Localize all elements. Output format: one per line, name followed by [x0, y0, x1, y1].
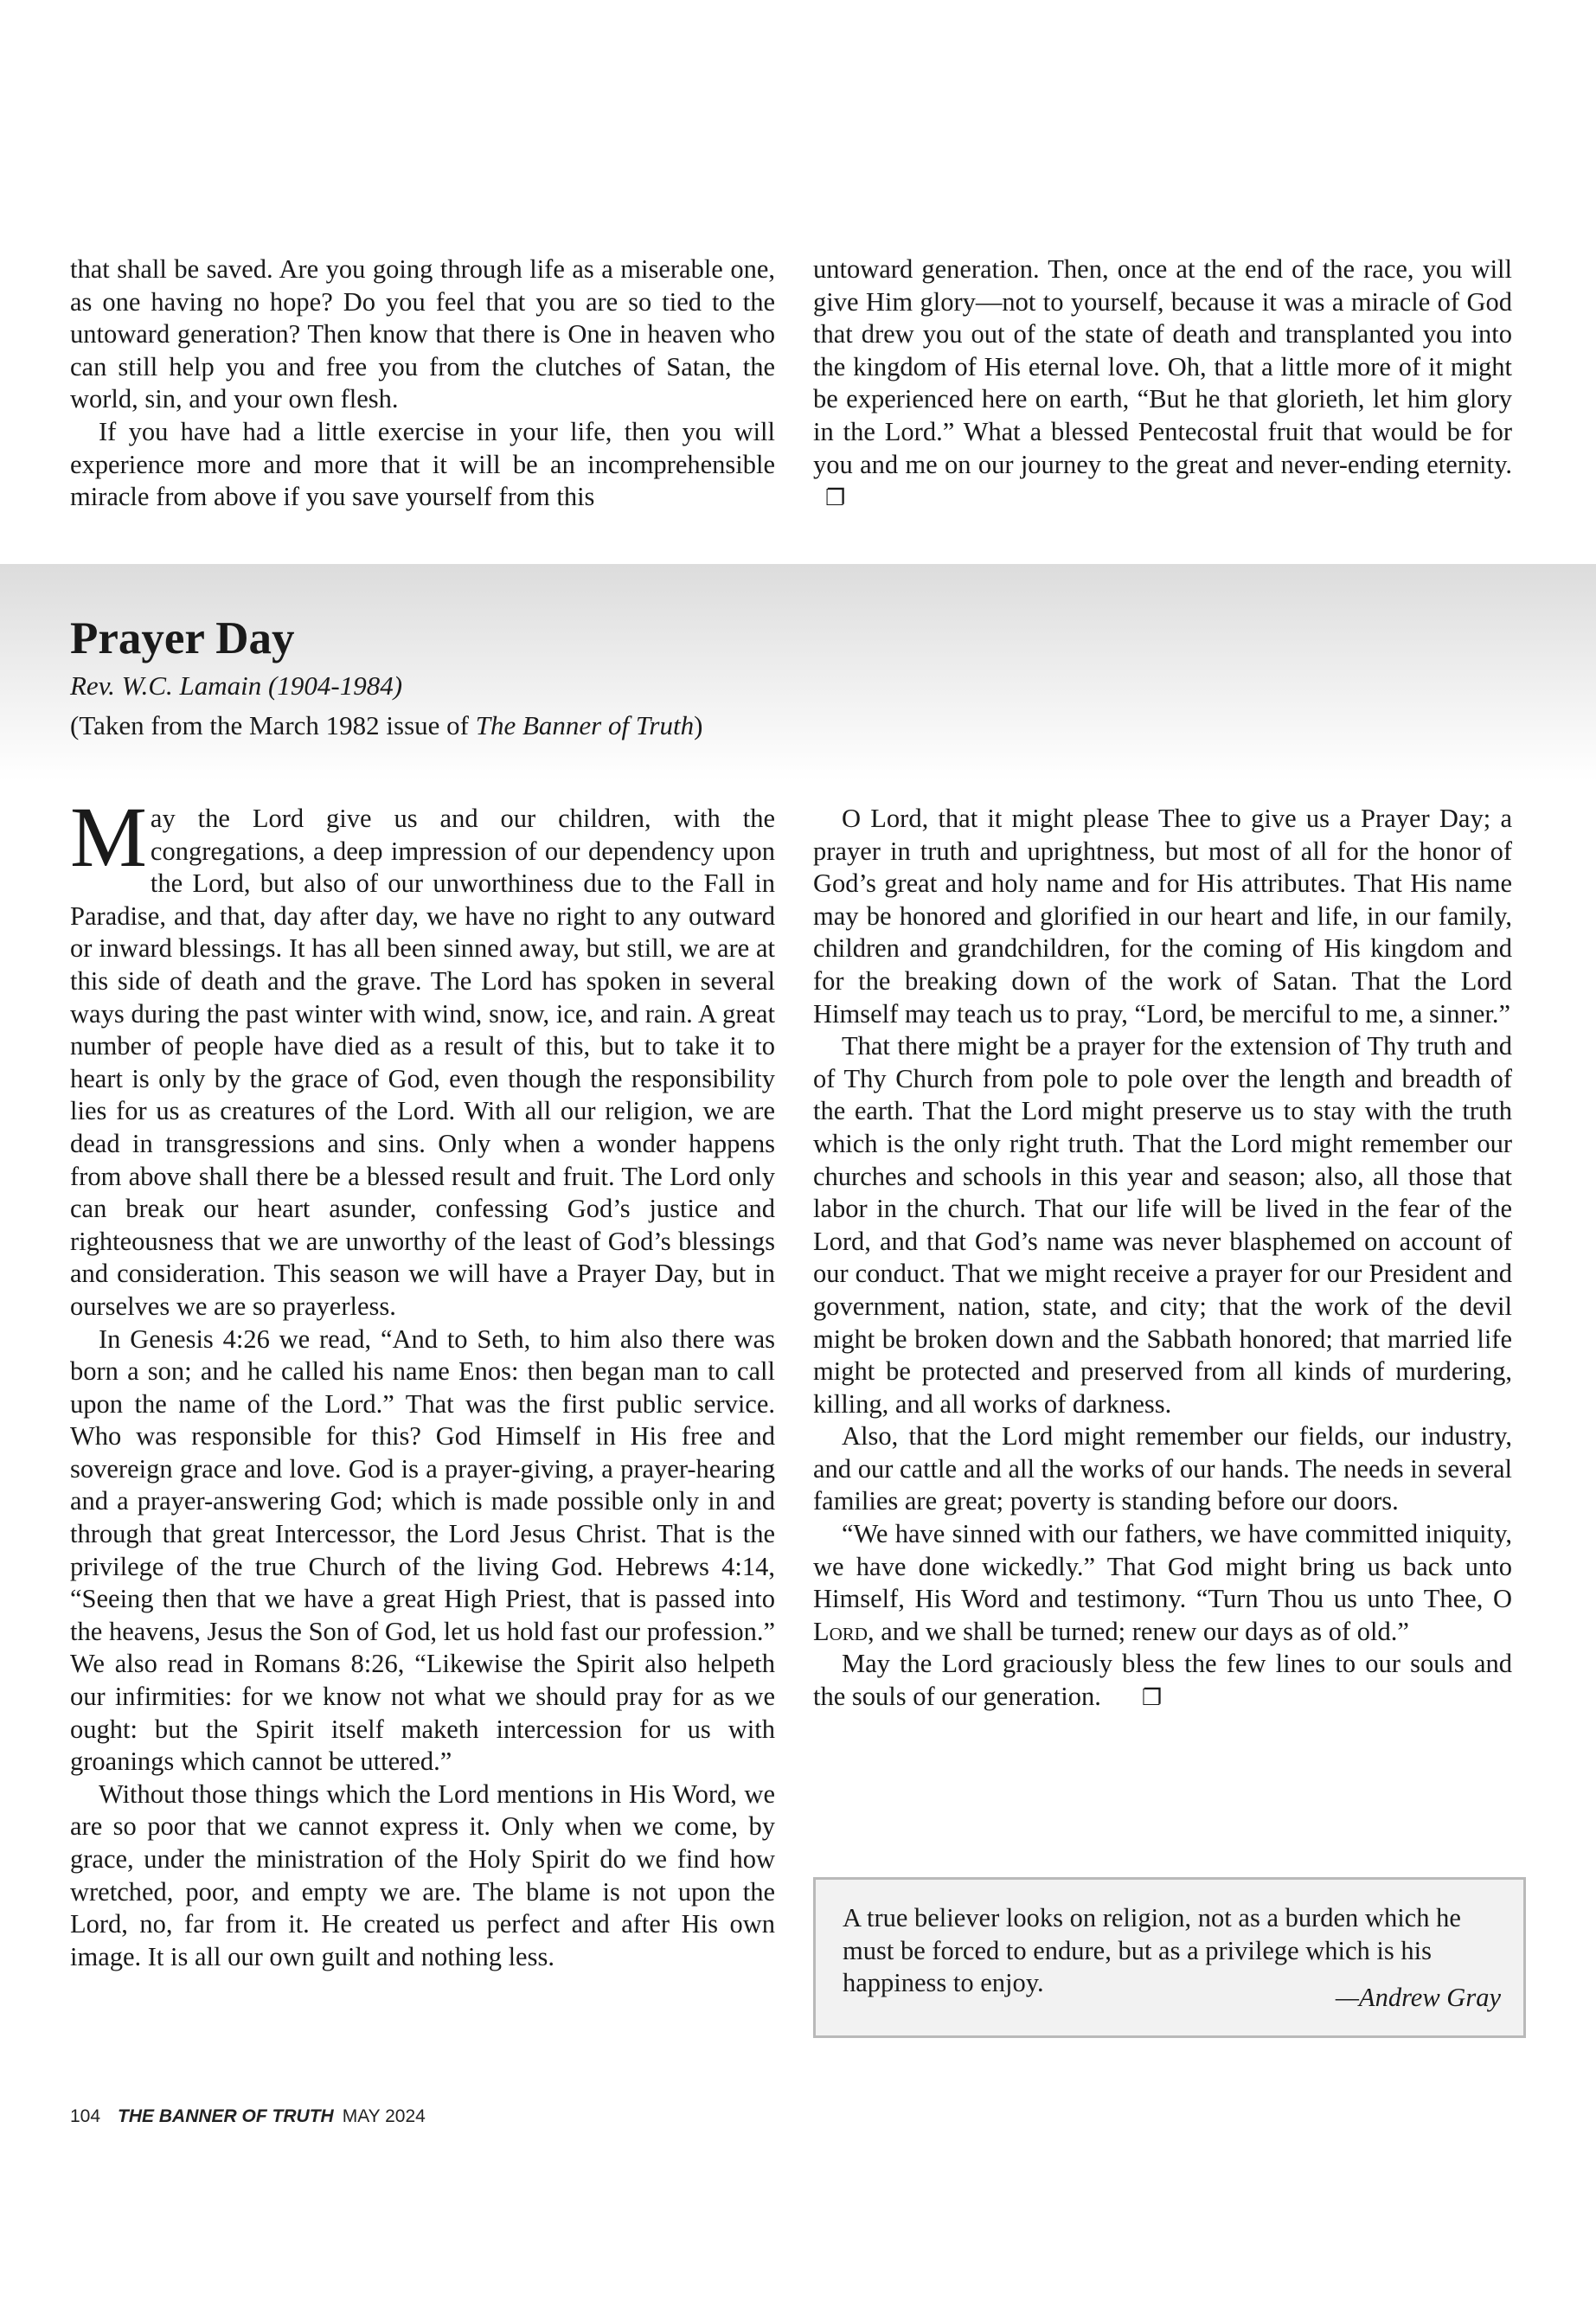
lord-small-caps: Lord [813, 1616, 868, 1646]
end-mark-icon: ❐ [1141, 1685, 1163, 1712]
paragraph-text: untoward generation. Then, once at the end of the race, you will give Him glory—not to yourself, because it was a miracle of God that drew you out of the state of death and transplanted you into the kingdom of His eternal love. Oh, that a little more of it might be experienced here on earth, “But he that glorieth, let him glory in the Lord.” What a blessed Pentecostal fruit that would be for you and me on our journey to the great and never-ending eternity. [813, 254, 1512, 479]
article-paragraph: That there might be a prayer for the extension of Thy truth and of Thy Church from pole to pole over the length and breadth of the earth. That the Lord might preserve us to stay with the truth which is the only right truth. That the Lord might remember our churches and schools in this year and season; also, all those that labor in the church. That our life will be lived in the fear of the Lord, and that God’s name was never blasphemed on account of our conduct. That we might receive a prayer for our President and government, nation, state, and city; that the work of the devil might be broken down and the Sabbath honored; that married life might be protected and preserved from all kinds of murdering, killing, and all works of darkness. [813, 1031, 1512, 1419]
top-left-paragraph: that shall be saved. Are you going through life as a miserable one, as one having no hope? Do you feel that you are so tied to the untoward generation? Then know that there is One in heaven who can still help you and free you from the clutches of Satan, the world, sin, and your own flesh. [70, 254, 775, 414]
page-number: 104 [70, 2106, 101, 2126]
paragraph-text: , and we shall be turned; renew our days as of old.” [867, 1616, 1409, 1646]
paragraph-text: May the Lord graciously bless the few lines to our souls and the souls of our generation. [813, 1649, 1512, 1712]
article-left-column [70, 789, 775, 1973]
quote-attribution: —Andrew Gray [1335, 1983, 1501, 2012]
top-right-column [813, 253, 1512, 516]
article-paragraph: In Genesis 4:26 we read, “And to Seth, to him also there was born a son; and he called his name Enos: then began man to call upon the name of the Lord.” That was the first public service. Who was responsible for this? God Himself in His free and sovereign grace and love. God is a prayer-giving, a prayer-hearing and a prayer-answering God; which is made possible only in and through that great Intercessor, the Lord Jesus Christ. That is the privilege of the true Church of the living God. Hebrews 4:14, “Seeing then that we have a great High Priest, that is passed into the heavens, Jesus the Son of God, let us hold fast our profession.” We also read in Romans 8:26, “Likewise the Spirit also helpeth our infirmities: for we know not what we should pray for as we ought: but the Spirit itself maketh intercession for us with groanings which cannot be uttered.” [70, 1324, 775, 1777]
publication-name: THE BANNER OF TRUTH [118, 2106, 334, 2126]
source-suffix: ) [694, 710, 703, 740]
top-left-column [70, 253, 775, 514]
source-prefix: (Taken from the March 1982 issue of [70, 710, 476, 740]
end-mark-icon: ❐ [825, 485, 846, 512]
drop-cap: M [70, 789, 147, 885]
article-title: Prayer Day [70, 613, 295, 663]
quote-box [813, 1877, 1526, 2038]
article-right-column [813, 803, 1512, 1715]
article-paragraph: Also, that the Lord might remember our fields, our industry, and our cattle and all the works of our hands. The needs in several families are great; poverty is standing before our doors. [813, 1421, 1512, 1516]
page-footer [70, 2106, 426, 2127]
article-paragraph [813, 1518, 1512, 1648]
article-paragraph [813, 1648, 1512, 1715]
article-paragraph: Without those things which the Lord mentions in His Word, we are so poor that we cannot express it. Only when we come, by grace, under the ministration of the Holy Spirit do we find how wretched, poor, and empty we are. The blame is not upon the Lord, no, far from it. He created us perfect and after His own image. It is all our own guilt and nothing less. [70, 1779, 775, 1971]
article-author: Rev. W.C. Lamain (1904-1984) [70, 670, 403, 701]
quote-text: A true believer looks on religion, not as a burden which he must be forced to endure, but as a privilege which is his happiness to enjoy. [843, 1903, 1461, 1998]
article-paragraph: O Lord, that it might please Thee to give us a Prayer Day; a prayer in truth and uprightness, but most of all for the honor of God’s great and holy name and for His attributes. That His name may be honored and glorified in our heart and life, in our family, children and grandchildren, for the coming of His kingdom and for the breaking down of the work of Satan. That the Lord Himself may teach us to pray, “Lord, be merciful to me, a sinner.” [813, 804, 1512, 1029]
paragraph-text: ay the Lord give us and our children, with the congregations, a deep impression of our dependency upon the Lord, but also of our unworthiness due to the Fall in Paradise, and that, day after day, we have no right to any outward or inward blessings. It has all been sinned away, but still, we are at this side of death and the grave. The Lord has spoken in several ways during the past winter with wind, snow, ice, and rain. A great number of people have died as a result of this, but to take it to heart is only by the grace of God, even though the responsibility lies for us as creatures of the Lord. With all our religion, we are dead in transgressions and sins. Only when a wonder happens from above shall there be a blessed result and fruit. The Lord only can break our heart asunder, confessing God’s justice and righteousness that we are unworthy of the least of God’s blessings and consideration. This season we will have a Prayer Day, but in ourselves we are so prayerless. [70, 804, 775, 1321]
source-publication: The Banner of Truth [475, 710, 695, 740]
top-right-paragraph [813, 253, 1512, 516]
paragraph-text: “We have sinned with our fathers, we have committed iniquity, we have done wickedly.” That God might bring us back unto Himself, His Word and testimony. “Turn Thou us unto Thee, O [813, 1519, 1512, 1614]
issue-date: MAY 2024 [342, 2106, 426, 2126]
top-left-paragraph: If you have had a little exercise in your life, then you will experience more and more that it will be an incomprehensible miracle from above if you save yourself from this [70, 416, 775, 512]
article-source [70, 709, 702, 742]
article-paragraph [70, 789, 775, 1324]
